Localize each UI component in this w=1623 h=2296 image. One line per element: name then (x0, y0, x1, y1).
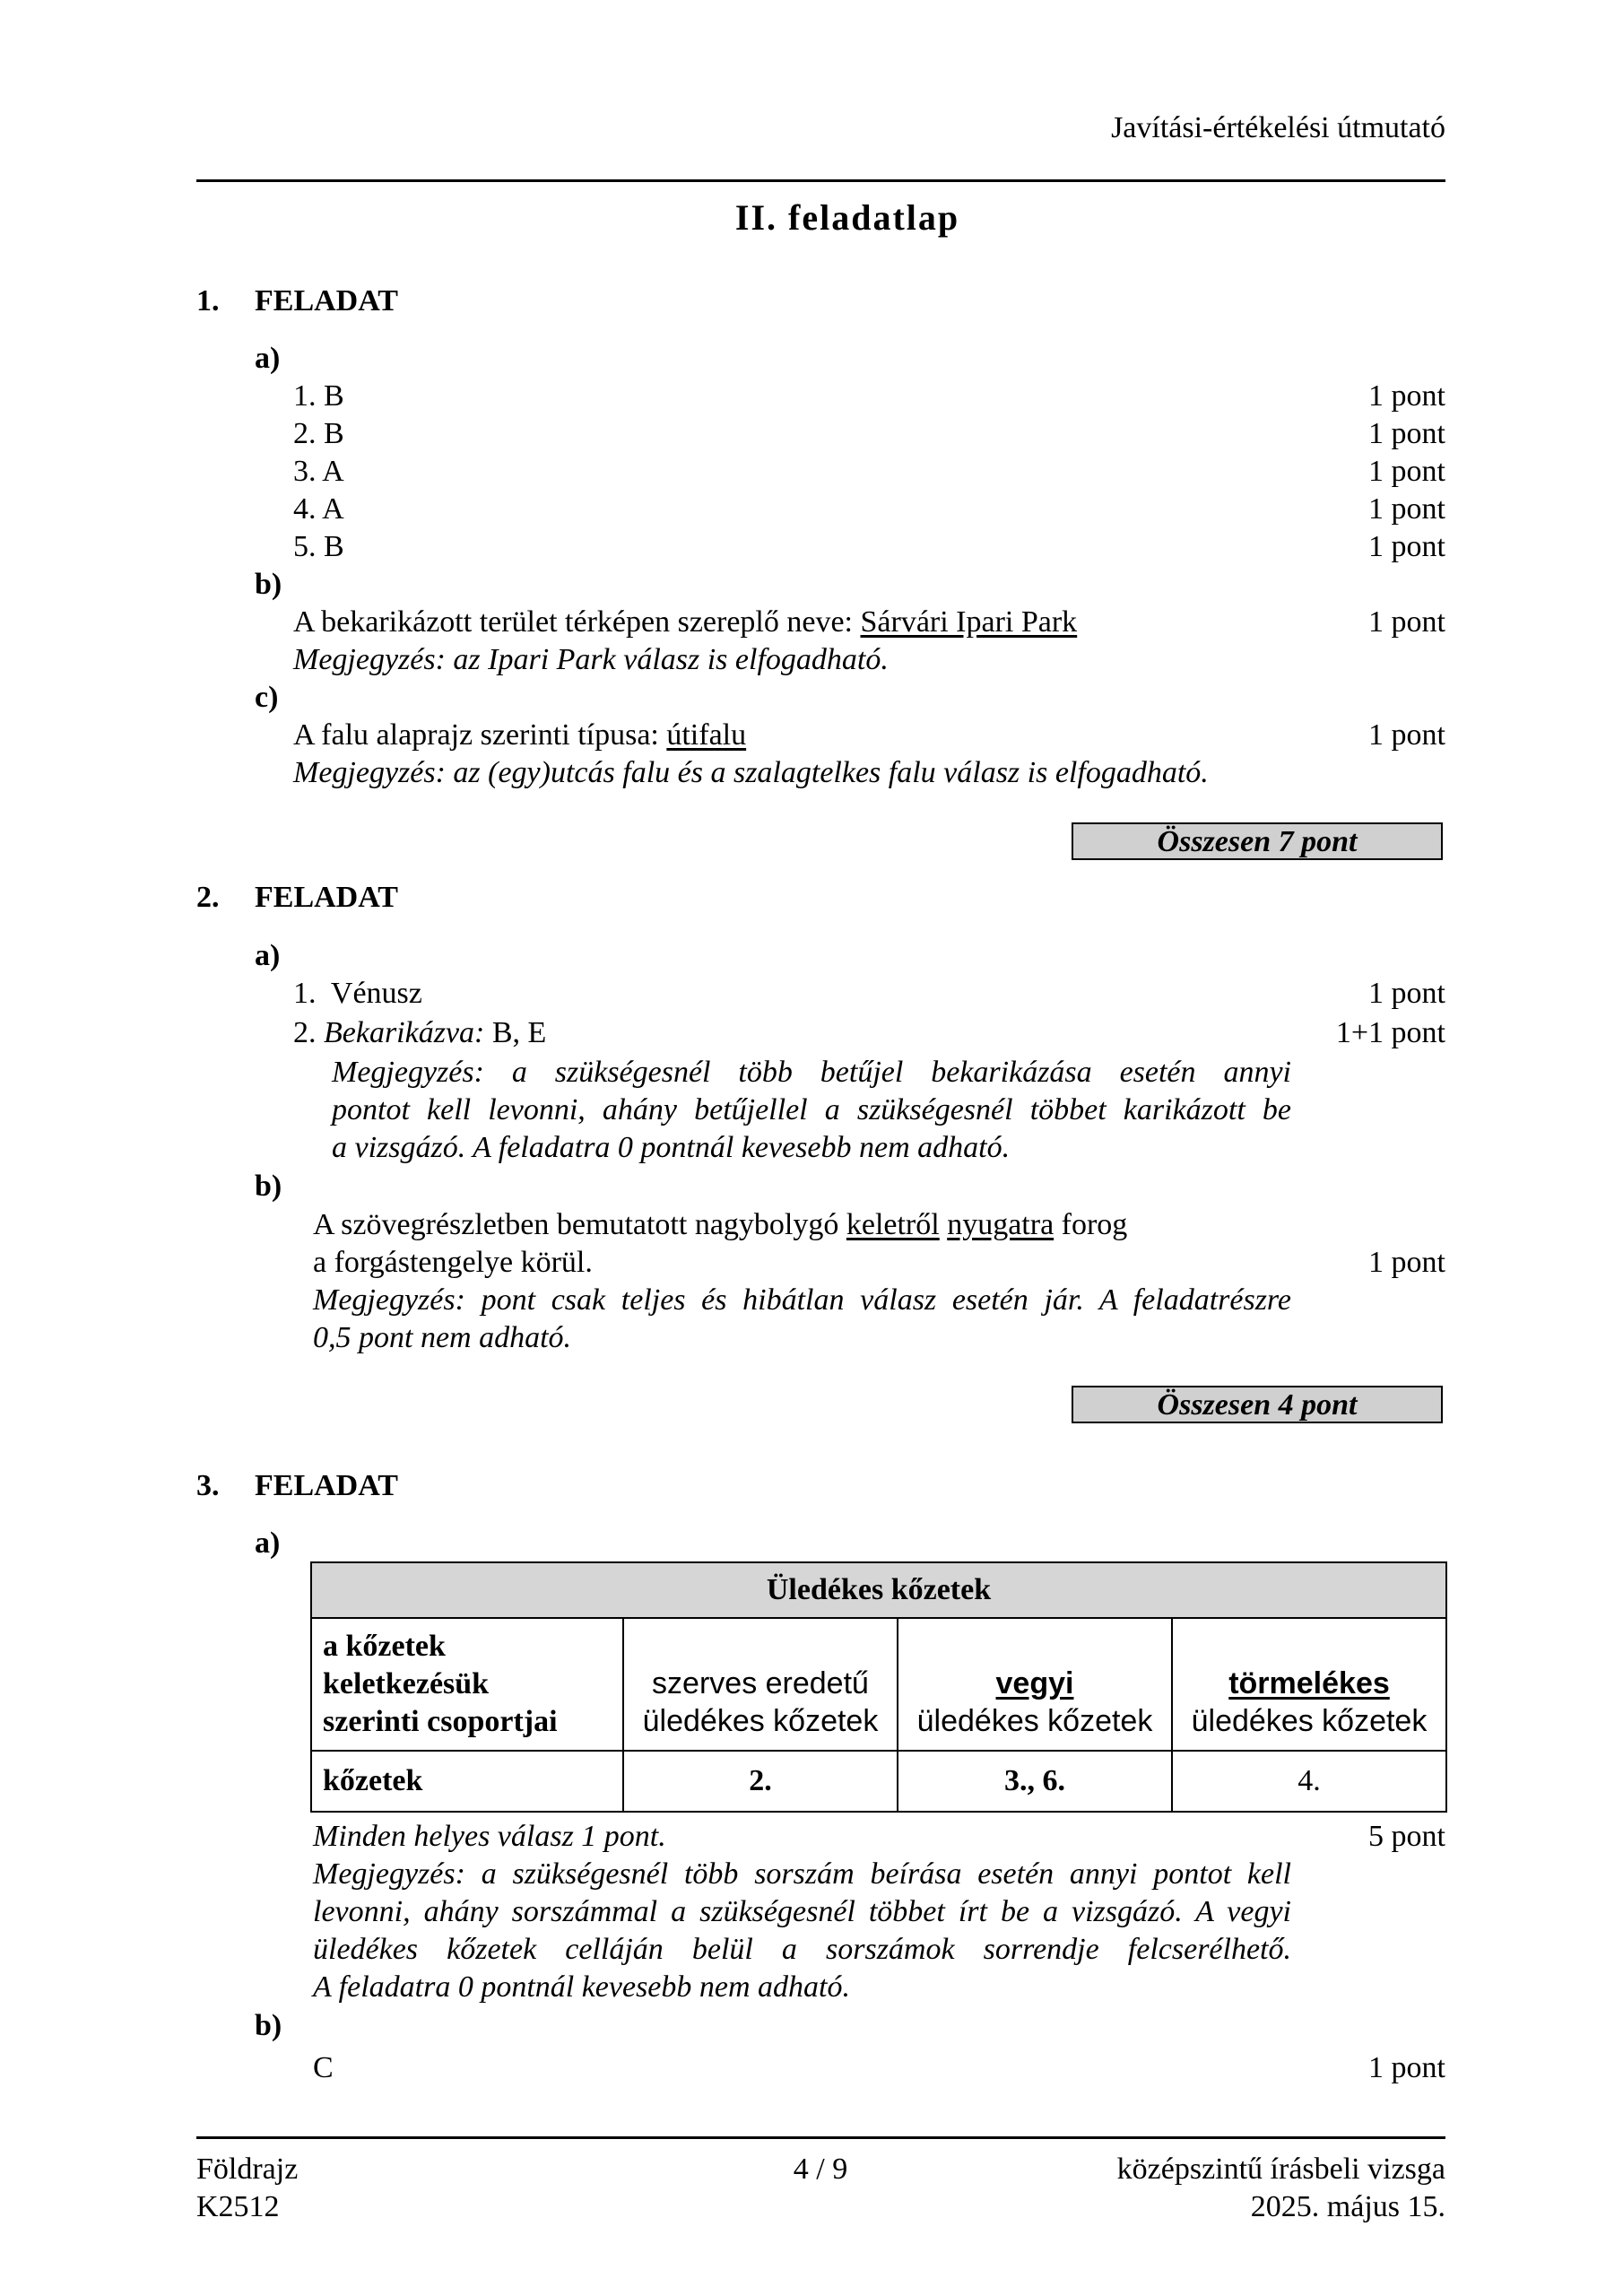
col-answer: vegyi (995, 1666, 1074, 1700)
task-1a-item: 2. B (293, 417, 344, 450)
task-3a-rule: Minden helyes válasz 1 pont. (313, 1820, 666, 1853)
task-2b-points: 1 pont (1368, 1246, 1445, 1279)
task-2b-note (313, 1282, 1291, 1357)
task-2-number: 2. (196, 881, 220, 914)
task-2b-answer-line (313, 1206, 1127, 1244)
task-2b-answer-1: keletről (846, 1208, 940, 1241)
task-3a-points: 5 pont (1368, 1820, 1445, 1853)
task-1b-label: b) (255, 568, 282, 601)
task-3a-note-line: Megjegyzés: a szükségesnél több sorszám beírása esetén annyi pontot kell (313, 1857, 1291, 1891)
task-1a-points: 1 pont (1368, 492, 1445, 526)
footer-date: 2025. május 15. (1250, 2190, 1445, 2223)
task-1a-item: 1. B (293, 379, 344, 413)
task-1-total: Összesen 7 pont (1072, 822, 1443, 860)
task-2a2-note-line: pontot kell levonni, ahány betűjellel a szükségesnél többet karikázott be (332, 1093, 1291, 1126)
footer-exam: középszintű írásbeli vizsga (1116, 2152, 1445, 2186)
header-rule (196, 179, 1445, 182)
row-label-line: keletkezésük (323, 1667, 490, 1700)
task-1b-note: Megjegyzés: az Ipari Park válasz is elfogadható. (293, 643, 889, 676)
task-2a2-points: 1+1 pont (1335, 1016, 1445, 1049)
task-1a-label: a) (255, 342, 281, 375)
task-2a-label: a) (255, 939, 281, 972)
task-3b-answer: C (313, 2051, 334, 2084)
task-1-number: 1. (196, 284, 220, 317)
task-2a2-note (332, 1054, 1291, 1167)
task-2b-space (940, 1208, 948, 1241)
row-label-line: a kőzetek (323, 1630, 446, 1663)
task-1c-label: c) (255, 681, 279, 714)
task-1a-item: 4. A (293, 492, 344, 526)
task-2-total: Összesen 4 pont (1072, 1386, 1443, 1423)
row-label-rocks: kőzetek (311, 1751, 623, 1812)
task-2a1-answer: 1. Vénusz (293, 977, 422, 1010)
task-1a-points: 1 pont (1368, 455, 1445, 488)
task-2a2-num: 2. (293, 1016, 324, 1049)
task-1a-item: 5. B (293, 530, 344, 563)
row-label-groups (311, 1618, 623, 1751)
task-2a2-note-line: Megjegyzés: a szükségesnél több betűjel bekarikázása esetén annyi (332, 1056, 1291, 1089)
task-1c-answer-line (293, 717, 746, 754)
footer-page-number: 4 / 9 (793, 2152, 848, 2186)
task-3a-note-line: üledékes kőzetek celláján belül a sorszámok sorrendje felcserélhető. (313, 1933, 1291, 1966)
col-chemical (898, 1618, 1172, 1751)
task-2a2-prefix: Bekarikázva: (324, 1016, 485, 1049)
task-3a-note (313, 1856, 1291, 2006)
task-3-number: 3. (196, 1469, 220, 1502)
task-1b-prefix: A bekarikázott terület térképen szereplő neve: (293, 605, 861, 639)
task-1c-points: 1 pont (1368, 718, 1445, 752)
task-3b-points: 1 pont (1368, 2051, 1445, 2084)
task-3a-note-line: levonni, ahány sorszámmal a szükségesnél többet írt be a vizsgázó. A vegyi (313, 1895, 1291, 1928)
sedimentary-rocks-table (310, 1561, 1447, 1813)
task-1c-prefix: A falu alaprajz szerinti típusa: (293, 718, 667, 752)
task-2a2-answer-line (293, 1014, 546, 1052)
task-2b-note-line: 0,5 pont nem adható. (313, 1321, 572, 1354)
col-label-line: üledékes kőzetek (642, 1704, 879, 1738)
task-1a-points: 1 pont (1368, 417, 1445, 450)
task-2a2-note-line: a vizsgázó. A feladatra 0 pontnál kevesebb nem adható. (332, 1131, 1011, 1164)
row-label-line: szerinti csoportjai (323, 1705, 558, 1738)
task-1a-points: 1 pont (1368, 530, 1445, 563)
task-1b-answer: Sárvári Ipari Park (860, 605, 1078, 639)
task-2b-text: A szövegrészletben bemutatott nagybolygó (313, 1208, 846, 1241)
task-2b-line2: a forgástengelye körül. (313, 1246, 593, 1279)
task-2b-text-end: forog (1054, 1208, 1128, 1241)
task-1c-answer: útifalu (666, 718, 747, 752)
task-2a1-points: 1 pont (1368, 977, 1445, 1010)
page-title: II. feladatlap (734, 197, 960, 238)
footer-subject: Földrajz (196, 2152, 299, 2186)
task-3-title: FELADAT (255, 1469, 398, 1502)
task-1b-points: 1 pont (1368, 605, 1445, 639)
task-3b-label: b) (255, 2009, 282, 2042)
footer-rule (196, 2136, 1445, 2139)
task-2b-answer-2: nyugatra (947, 1208, 1055, 1241)
task-1c-note: Megjegyzés: az (egy)utcás falu és a szalagtelkes falu válasz is elfogadható. (293, 756, 1209, 789)
col-label-line: üledékes kőzetek (1191, 1704, 1428, 1738)
task-2b-note-line: Megjegyzés: pont csak teljes és hibátlan válasz esetén jár. A feladatrészre (313, 1283, 1291, 1317)
task-1-title: FELADAT (255, 284, 398, 317)
task-1a-item: 3. A (293, 455, 344, 488)
guide-title: Javítási-értékelési útmutató (1111, 111, 1445, 144)
col-organic (623, 1618, 898, 1751)
cell-organic-value: 2. (623, 1751, 898, 1812)
cell-clastic-value: 4. (1172, 1751, 1446, 1812)
col-label-line: szerves eredetű (652, 1666, 869, 1700)
col-answer: törmelékes (1228, 1666, 1390, 1700)
task-3a-note-line: A feladatra 0 pontnál kevesebb nem adható. (313, 1970, 850, 2004)
task-3a-label: a) (255, 1526, 281, 1560)
table-header: Üledékes kőzetek (311, 1562, 1446, 1618)
task-1a-points: 1 pont (1368, 379, 1445, 413)
task-2a2-answer: B, E (484, 1016, 547, 1049)
col-label-line: üledékes kőzetek (916, 1704, 1153, 1738)
cell-chemical-value: 3., 6. (898, 1751, 1172, 1812)
task-2-title: FELADAT (255, 881, 398, 914)
footer-code: K2512 (196, 2190, 280, 2223)
col-clastic (1172, 1618, 1446, 1751)
task-2b-label: b) (255, 1170, 282, 1203)
task-1b-answer-line (293, 604, 1077, 641)
